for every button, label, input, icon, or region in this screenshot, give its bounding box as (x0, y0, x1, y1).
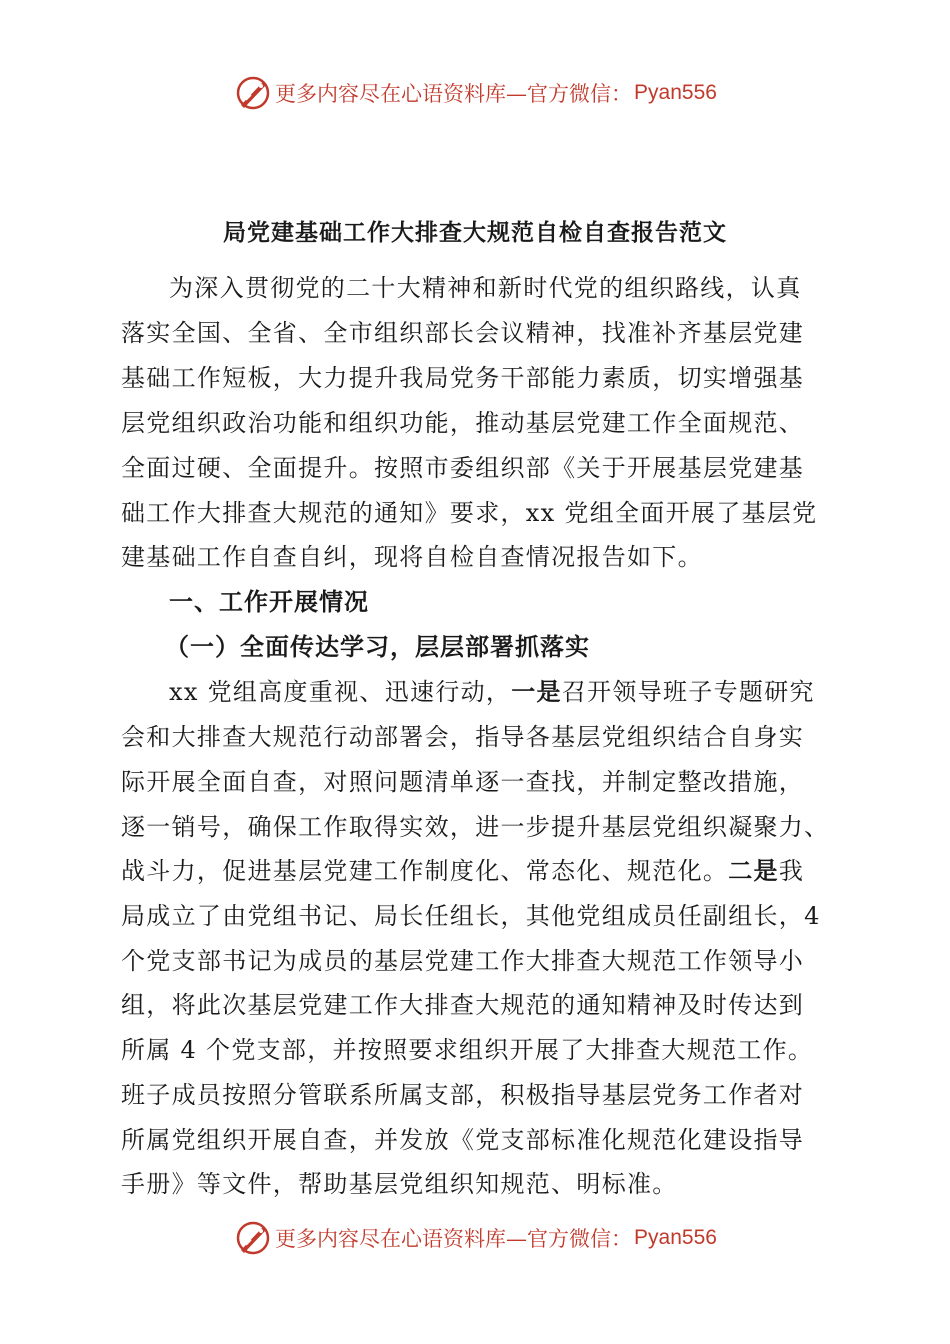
subsection-heading: （一）全面传达学习，层层部署抓落实 (165, 632, 590, 661)
watermark-account-text: Pyan556 (634, 81, 717, 104)
emphasis-text: 一是 (511, 677, 562, 706)
footer-watermark (0, 1215, 950, 1261)
watermark-account-text: Pyan556 (634, 1226, 717, 1249)
emphasis-text: 二是 (728, 856, 779, 885)
header-watermark (0, 70, 950, 116)
body-line: 逐一销号，确保工作取得实效，进一步提升基层党组织凝聚力、 (121, 813, 830, 841)
pen-nib-logo-icon (233, 73, 273, 113)
watermark-brand-text: 更多内容尽在心语资料库—官方微信： (275, 82, 633, 106)
watermark-brand-text: 更多内容尽在心语资料库—官方微信： (275, 1227, 633, 1251)
body-text: xx 党组高度重视、迅速行动， (169, 678, 512, 706)
body-line: 会和大排查大规范行动部署会，指导各基层党组织结合自身实 (121, 723, 805, 751)
body-line (169, 677, 837, 707)
intro-line: 全面过硬、全面提升。按照市委组织部《关于开展基层党建基 (121, 454, 805, 482)
body-line: 所属党组织开展自查，并发放《党支部标准化规范化建设指导 (121, 1126, 805, 1154)
body-text: 战斗力，促进基层党建工作制度化、常态化、规范化。 (121, 857, 729, 885)
body-line: 组，将此次基层党建工作大排查大规范的通知精神及时传达到 (121, 991, 805, 1019)
body-line (121, 856, 837, 886)
intro-line: 层党组织政治功能和组织功能，推动基层党建工作全面规范、 (121, 409, 805, 437)
body-line: 际开展全面自查，对照问题清单逐一查找，并制定整改措施， (121, 768, 805, 796)
section-heading: 一、工作开展情况 (169, 587, 369, 616)
intro-line: 建基础工作自查自纠，现将自检自查情况报告如下。 (121, 543, 703, 571)
pen-nib-logo-icon (233, 1218, 273, 1258)
body-line: 个党支部书记为成员的基层党建工作大排查大规范工作领导小 (121, 947, 805, 975)
intro-line: 础工作大排查大规范的通知》要求，xx 党组全面开展了基层党 (121, 499, 818, 527)
body-line: 局成立了由党组书记、局长任组长，其他党组成员任副组长，4 (121, 902, 821, 930)
body-text: 我 (778, 857, 805, 885)
intro-line: 落实全国、全省、全市组织部长会议精神，找准补齐基层党建 (121, 319, 805, 347)
intro-line: 基础工作短板，大力提升我局党务干部能力素质，切实增强基 (121, 364, 805, 392)
intro-line: 为深入贯彻党的二十大精神和新时代党的组织路线，认真 (169, 274, 802, 302)
body-text: 召开领导班子专题研究 (561, 678, 815, 706)
body-line: 班子成员按照分管联系所属支部，积极指导基层党务工作者对 (121, 1081, 805, 1109)
body-line: 所属 4 个党支部，并按照要求组织开展了大排查大规范工作。 (121, 1036, 814, 1064)
document-title: 局党建基础工作大排查大规范自检自查报告范文 (223, 219, 727, 246)
body-line: 手册》等文件，帮助基层党组织知规范、明标准。 (121, 1170, 678, 1198)
